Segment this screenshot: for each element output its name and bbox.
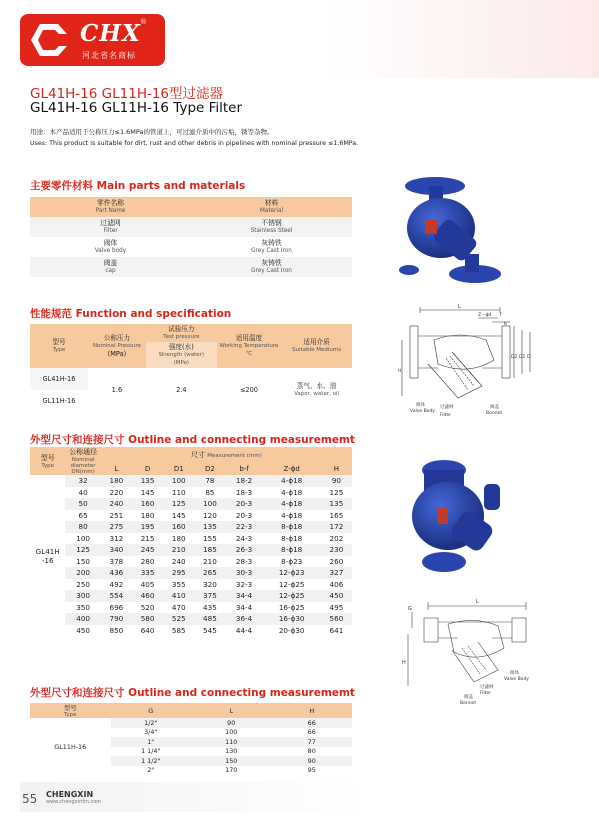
- table-row: [30, 602, 352, 614]
- dim-D2: D2: [511, 355, 518, 360]
- table-cell: 26-3: [226, 544, 263, 556]
- label-bonnet-en: Bonnet: [486, 411, 503, 416]
- test-header-en: Test pressure: [163, 334, 200, 340]
- table-cell: 8-ϕ23: [281, 556, 303, 566]
- table-cell: 350: [76, 602, 90, 612]
- part-material-en: Grey Cast Iron: [251, 268, 292, 274]
- dn-header: 公称通径: [69, 448, 98, 456]
- media-value: 蒸气、水、油: [296, 382, 337, 390]
- table-cell: 145: [171, 510, 186, 520]
- type-header-en: Type: [41, 463, 55, 469]
- strength-header-en: Strength (water): [158, 352, 205, 358]
- table-cell: 80: [65, 521, 100, 533]
- table-cell: 172: [321, 521, 352, 533]
- table-cell: 40: [78, 487, 88, 497]
- table-cell: 230: [321, 544, 352, 556]
- table-row: [30, 521, 352, 533]
- table-cell: 250: [76, 579, 90, 589]
- label-body-cn: 阀体: [416, 403, 425, 408]
- table-cell: 202: [329, 533, 344, 543]
- usage-cn: 用途：本产品适用于公称压力≤1.6MPa的管道上，可过滤介质中的污垢，锈等杂物。: [30, 128, 274, 136]
- dim-H: H: [398, 369, 402, 374]
- media-value-en: Vapor, water, oil: [294, 391, 340, 397]
- table-row: [30, 544, 352, 556]
- dn-header-en3: DN(mm): [71, 469, 95, 475]
- table-cell: 295: [163, 567, 194, 579]
- pn-value: 1.6: [111, 386, 123, 394]
- media-header: 适用介质: [303, 338, 330, 346]
- table-cell: 135: [194, 521, 225, 533]
- table-cell: 525: [163, 613, 194, 625]
- table-cell: 65: [78, 510, 88, 520]
- dim-L: L: [476, 599, 479, 605]
- model-cell: [30, 475, 65, 636]
- label-body-en: Valve Body: [410, 409, 435, 414]
- table-cell: 335: [132, 567, 163, 579]
- dims-col-header: Z-ϕd: [263, 462, 321, 475]
- table-cell: 20-3: [235, 510, 253, 520]
- part-name: 过滤网: [100, 219, 121, 227]
- dims-col-header: L: [101, 462, 132, 475]
- table-cell: 44-4: [235, 625, 253, 635]
- material-header-en: Material: [259, 208, 284, 214]
- part-name: 阀体: [103, 239, 118, 247]
- type-header: 型号: [52, 338, 66, 346]
- table-row: [30, 590, 352, 602]
- table-cell: 80: [307, 747, 316, 756]
- table-cell: 28-3: [235, 556, 253, 566]
- table-cell: 12-ϕ23: [263, 567, 321, 579]
- table-cell: 180: [140, 510, 155, 520]
- table-cell: 125: [329, 487, 344, 497]
- table-cell: 436: [101, 567, 132, 579]
- table-cell: 155: [203, 533, 217, 543]
- table-cell: 66: [307, 728, 316, 737]
- table-cell: 492: [109, 579, 124, 589]
- strength-unit: (MPa): [173, 360, 190, 366]
- dim-Z: Z－ϕd: [478, 313, 492, 318]
- pn-unit: (MPa): [107, 350, 127, 358]
- table-cell: 200: [65, 567, 100, 579]
- label-filter-cn: 过滤网: [480, 685, 494, 690]
- table-cell: 520: [140, 602, 155, 612]
- dims-col-header: D1: [163, 462, 194, 475]
- label-filter-en: Filter: [440, 413, 452, 418]
- table-row: [30, 257, 352, 277]
- table-cell: 50: [65, 498, 100, 510]
- page-number: 55: [22, 792, 38, 806]
- table-cell: 90: [191, 718, 272, 728]
- media-header-en: Suitable Mediums: [292, 347, 342, 353]
- table-row: [30, 498, 352, 510]
- table-cell: 100: [225, 728, 238, 737]
- title-cn: GL41H-16 GL11H-16型过滤器: [30, 86, 224, 102]
- usage-en: Uses: This product is suitable for dirt, rust and other debris in pipelines with nominal pressure ≤1.6MPa.: [30, 140, 359, 147]
- logo-c-icon: [30, 22, 68, 58]
- table-cell: 30-3: [226, 567, 263, 579]
- label-body-en: Valve Body: [504, 677, 529, 682]
- table-row: [30, 237, 352, 257]
- table-cell: 100: [163, 475, 194, 487]
- table-cell: 265: [194, 567, 225, 579]
- table-cell: 8-ϕ18: [263, 521, 321, 533]
- temp-value: ≤200: [239, 386, 258, 394]
- table-cell: 3/4": [144, 728, 158, 737]
- table-cell: 125: [65, 544, 100, 556]
- threaded-filter-drawing: [398, 594, 578, 710]
- temp-unit: ℃: [245, 351, 253, 357]
- table-cell: 410: [163, 590, 194, 602]
- table-cell: 280: [140, 556, 155, 566]
- dim-L: L: [458, 304, 461, 310]
- part-material-en: Grey Cast Iron: [251, 248, 292, 254]
- model-cell: GL11H-16: [42, 397, 76, 405]
- table-row: [30, 613, 352, 625]
- table-cell: 554: [101, 590, 132, 602]
- flanged-filter-drawing: [398, 300, 578, 422]
- table-cell: 160: [132, 498, 163, 510]
- label-bonnet-cn: 阀盖: [490, 405, 499, 410]
- table-row: [30, 718, 352, 728]
- table-cell: 34-4: [235, 602, 253, 612]
- dim-f: f: [500, 313, 502, 318]
- table-cell: 435: [203, 602, 217, 612]
- table-cell: 210: [203, 556, 217, 566]
- type-header-en: Type: [63, 712, 77, 718]
- part-name-header-en: Part Name: [95, 208, 126, 214]
- brand-subtitle: 河北省名商标: [82, 51, 136, 60]
- table-cell: 110: [171, 487, 186, 497]
- table-cell: 1 1/4": [141, 747, 161, 756]
- table-cell: 560: [321, 613, 352, 625]
- table-cell: 145: [140, 487, 155, 497]
- table-cell: 135: [132, 475, 163, 487]
- table-cell: 8-ϕ18: [281, 533, 303, 543]
- spec-table: [30, 324, 352, 412]
- table-cell: 100: [76, 533, 90, 543]
- material-header: 材料: [264, 199, 279, 207]
- table-cell: 18-2: [226, 475, 263, 487]
- type-header-en: Type: [52, 347, 66, 353]
- table-cell: 850: [109, 625, 124, 635]
- table-cell: 406: [329, 579, 344, 589]
- test-header: 试验压力: [168, 325, 195, 333]
- table-cell: 1/2": [111, 718, 192, 728]
- parts-table: [30, 197, 352, 277]
- table-cell: 260: [329, 556, 344, 566]
- table-cell: 4-ϕ18: [263, 498, 321, 510]
- table-cell: 32: [65, 475, 100, 487]
- pn-header: 公称压力: [103, 334, 131, 342]
- g11-table: [30, 703, 352, 775]
- brand-name: CHX: [80, 20, 141, 47]
- table-cell: 20-3: [226, 498, 263, 510]
- part-name: 阀盖: [103, 259, 118, 267]
- table-cell: 378: [109, 556, 124, 566]
- table-cell: 470: [171, 602, 186, 612]
- table-row: [30, 556, 352, 568]
- table-cell: 20-ϕ30: [278, 625, 305, 635]
- table-cell: 120: [203, 510, 217, 520]
- type-header: 型号: [40, 454, 55, 462]
- table-cell: 220: [109, 487, 124, 497]
- table-cell: 1": [111, 737, 192, 747]
- table-cell: 300: [65, 590, 100, 602]
- dims-col-header: D: [132, 462, 163, 475]
- dn-header-en2: diameter: [70, 463, 96, 469]
- g11-heading: 外型尺寸和连接尺寸 Outline and connecting measurememt: [30, 687, 355, 699]
- table-cell: 110: [191, 737, 272, 747]
- table-row: [30, 579, 352, 591]
- table-cell: 66: [272, 718, 353, 728]
- model-suffix: -16: [41, 555, 54, 565]
- dim-b: b: [504, 322, 507, 327]
- label-filter-cn: 过滤网: [440, 405, 454, 410]
- strength-value: 2.4: [176, 386, 187, 394]
- model-cell: GL11H-16: [54, 742, 87, 751]
- strength-header: 强度(水): [168, 343, 194, 351]
- label-bonnet-en: Bonnet: [460, 701, 477, 706]
- parts-heading: 主要零件材料 Main parts and materials: [30, 180, 246, 192]
- table-cell: 18-3: [235, 487, 253, 497]
- table-cell: 77: [272, 737, 353, 747]
- col-G: G: [111, 703, 192, 718]
- table-row: [30, 625, 352, 637]
- table-cell: 8-ϕ18: [263, 544, 321, 556]
- table-cell: 150: [191, 756, 272, 766]
- table-cell: 135: [321, 498, 352, 510]
- footer-url: www.chengxinfm.com: [46, 799, 102, 805]
- part-material: 灰铸铁: [261, 239, 282, 247]
- table-row: [30, 567, 352, 579]
- pn-header-en: Nominal Pressure: [92, 343, 141, 349]
- table-cell: 400: [65, 613, 100, 625]
- table-cell: 450: [76, 625, 90, 635]
- table-cell: 640: [140, 625, 155, 635]
- table-cell: 16-ϕ30: [263, 613, 321, 625]
- table-cell: 12-ϕ25: [263, 590, 321, 602]
- model-name: GL41H: [35, 546, 60, 556]
- table-cell: 24-3: [235, 533, 253, 543]
- table-cell: 180: [101, 475, 132, 487]
- table-cell: 210: [163, 544, 194, 556]
- table-row: [30, 510, 352, 522]
- table-cell: 545: [203, 625, 217, 635]
- table-cell: 185: [194, 544, 225, 556]
- table-cell: 327: [321, 567, 352, 579]
- table-cell: 90: [272, 756, 353, 766]
- temp-header-en: Working Temperature: [219, 343, 279, 349]
- threaded-filter-photo: [404, 456, 504, 578]
- table-cell: 160: [163, 521, 194, 533]
- dims-heading: 外型尺寸和连接尺寸 Outline and connecting measurememt: [30, 434, 355, 446]
- table-cell: 240: [101, 498, 132, 510]
- table-cell: 150: [76, 556, 90, 566]
- dn-header-en1: Nominal: [71, 457, 95, 463]
- table-cell: 251: [109, 510, 124, 520]
- part-name-header: 零件名称: [96, 199, 125, 207]
- dim-H: H: [402, 660, 406, 666]
- dims-col-header: D2: [194, 462, 225, 475]
- table-row: [30, 217, 352, 237]
- label-bonnet-cn: 阀盖: [464, 695, 473, 700]
- label-filter-en: Filter: [480, 691, 492, 696]
- table-cell: 130: [225, 747, 238, 756]
- model-cell: GL41H-16: [30, 368, 88, 390]
- table-cell: 4-ϕ18: [263, 475, 321, 487]
- size-header: 尺寸: [191, 450, 206, 459]
- table-cell: 460: [132, 590, 163, 602]
- table-cell: 240: [171, 556, 186, 566]
- col-H: H: [272, 703, 353, 718]
- table-cell: 641: [329, 625, 344, 635]
- table-cell: 12-ϕ25: [278, 579, 305, 589]
- flanged-filter-photo: [395, 172, 503, 290]
- table-cell: 85: [205, 487, 215, 497]
- part-name-en: Filter: [103, 228, 118, 234]
- table-cell: 100: [194, 498, 225, 510]
- table-cell: 22-3: [226, 521, 263, 533]
- title-en: GL41H-16 GL11H-16 Type Filter: [30, 100, 243, 116]
- table-cell: 580: [132, 613, 163, 625]
- dim-G: G: [408, 606, 412, 612]
- type-header: 型号: [63, 704, 77, 712]
- footer-brand: CHENGXIN: [46, 790, 94, 799]
- label-body-cn: 阀体: [510, 671, 519, 676]
- table-cell: 16-ϕ25: [278, 602, 305, 612]
- table-cell: 355: [171, 579, 186, 589]
- part-material-en: Stainless Steel: [250, 228, 293, 234]
- part-name-en: cap: [105, 268, 116, 274]
- table-cell: 195: [132, 521, 163, 533]
- table-row: [30, 475, 352, 487]
- col-L: L: [191, 703, 272, 718]
- table-row: [30, 487, 352, 499]
- part-material: 灰铸铁: [261, 259, 282, 267]
- part-name-en: Valve body: [94, 248, 127, 254]
- table-cell: 125: [163, 498, 194, 510]
- table-cell: 36-4: [226, 613, 263, 625]
- table-cell: 585: [171, 625, 186, 635]
- table-cell: 4-ϕ18: [281, 510, 303, 520]
- table-cell: 78: [194, 475, 225, 487]
- table-cell: 165: [329, 510, 344, 520]
- table-cell: 245: [132, 544, 163, 556]
- table-cell: 405: [140, 579, 155, 589]
- table-cell: 320: [203, 579, 217, 589]
- table-cell: 34-4: [226, 590, 263, 602]
- table-cell: 790: [101, 613, 132, 625]
- table-cell: 215: [140, 533, 155, 543]
- table-row: [30, 533, 352, 545]
- spec-heading: 性能规范 Function and specification: [30, 308, 232, 320]
- part-material: 不锈钢: [261, 219, 282, 227]
- table-cell: 4-ϕ18: [281, 487, 303, 497]
- dim-D: D: [527, 355, 531, 360]
- table-cell: 275: [101, 521, 132, 533]
- table-cell: 95: [307, 766, 316, 775]
- table-cell: 90: [321, 475, 352, 487]
- table-cell: 180: [171, 533, 186, 543]
- table-cell: 495: [329, 602, 344, 612]
- table-cell: 340: [101, 544, 132, 556]
- table-cell: 450: [321, 590, 352, 602]
- temp-header: 适用温度: [235, 334, 263, 342]
- table-cell: 312: [109, 533, 124, 543]
- table-cell: 696: [109, 602, 124, 612]
- table-cell: 170: [225, 766, 238, 775]
- dim-D1: D1: [519, 355, 526, 360]
- table-cell: 32-3: [235, 579, 253, 589]
- table-cell: 2": [147, 766, 155, 775]
- dims-table: [30, 447, 352, 636]
- brand-reg-mark: ®: [140, 18, 147, 26]
- table-cell: 1 1/2": [111, 756, 192, 766]
- dims-col-header: b-f: [226, 462, 263, 475]
- size-header-en: Measurement (mm): [207, 452, 262, 459]
- dims-col-header: H: [321, 462, 352, 475]
- table-cell: 485: [194, 613, 225, 625]
- table-cell: 375: [194, 590, 225, 602]
